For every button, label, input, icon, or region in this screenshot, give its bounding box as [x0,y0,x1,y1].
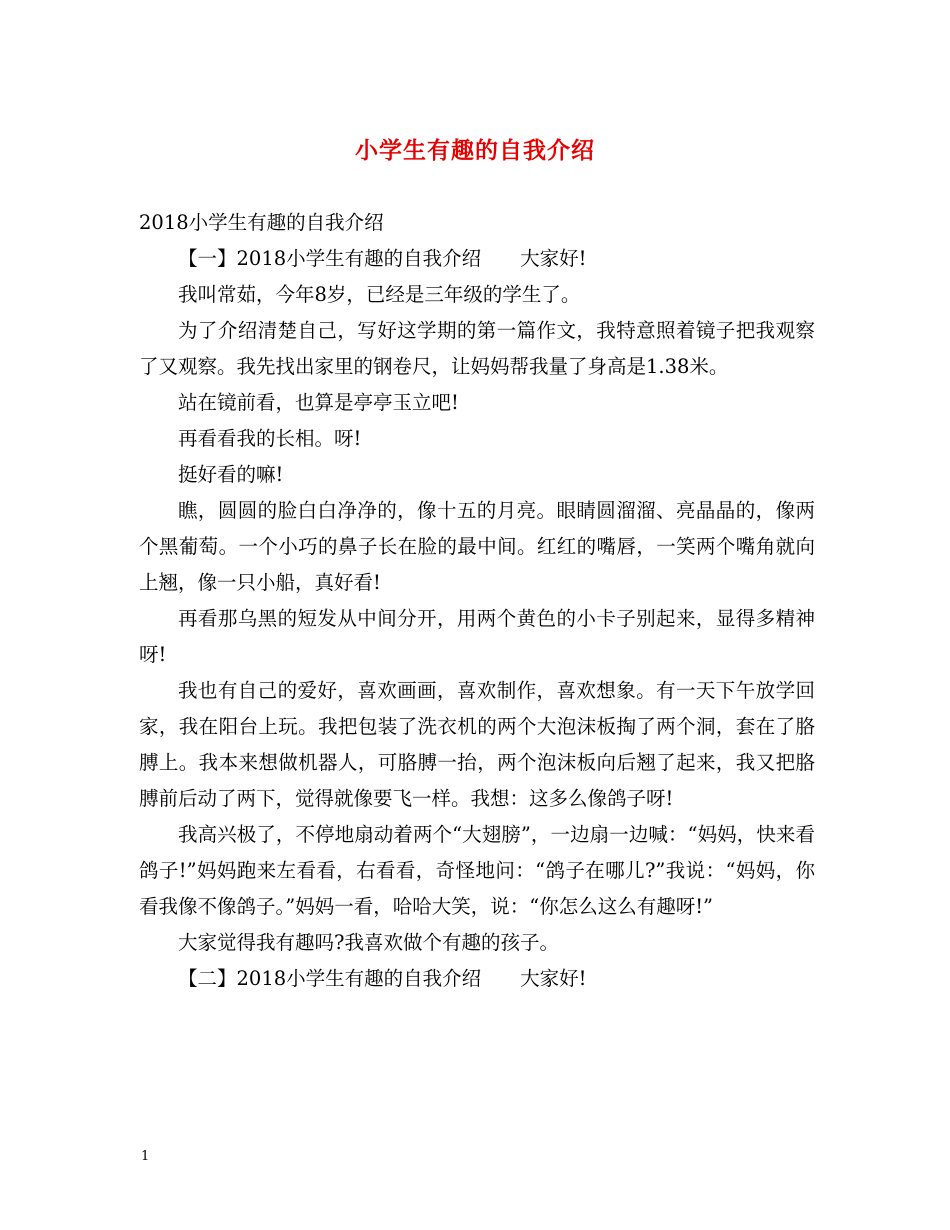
page-number: 1 [141,1149,150,1164]
paragraph: 2018小学生有趣的自我介绍 [139,211,384,234]
paragraph: 我也有自己的爱好，喜欢画画，喜欢制作，喜欢想象。有一天下午放学回家，我在阳台上玩。我把包装了洗衣机的两个大泡沫板掏了两个洞，套在了胳膊上。我本来想做机器人，可胳膊一抬，两个泡沫板向后翘了起来，我又把胳膊前后动了两下，觉得就像要飞一样。我想：这多么像鸽子呀! [139,679,815,810]
paragraph: 瞧，圆圆的脸白白净净的，像十五的月亮。眼睛圆溜溜、亮晶晶的，像两个黑葡萄。一个小巧的鼻子长在脸的最中间。红红的嘴唇，一笑两个嘴角就向上翘，像一只小船，真好看! [139,499,815,594]
document-body [139,205,815,997]
document-title: 小学生有趣的自我介绍 [355,137,595,164]
paragraph: 站在镜前看，也算是亭亭玉立吧! [178,391,459,414]
paragraph: 为了介绍清楚自己，写好这学期的第一篇作文，我特意照着镜子把我观察了又观察。我先找出家里的钢卷尺，让妈妈帮我量了身高是1.38米。 [139,319,815,378]
paragraph: 再看看我的长相。呀! [178,427,362,450]
paragraph: 大家觉得我有趣吗?我喜欢做个有趣的孩子。 [178,931,559,954]
paragraph: 再看那乌黑的短发从中间分开，用两个黄色的小卡子别起来，显得多精神呀! [139,607,815,666]
paragraph: 【二】2018小学生有趣的自我介绍 大家好! [178,967,587,990]
paragraph: 我高兴极了，不停地扇动着两个“大翅膀”，一边扇一边喊：“妈妈，快来看鸽子!”妈妈跑来左看看，右看看，奇怪地问：“鸽子在哪儿?”我说：“妈妈，你看我像不像鸽子。”妈妈一看，哈哈大笑，说：“你怎么这么有趣呀!” [139,823,815,918]
paragraph: 挺好看的嘛! [178,463,284,486]
paragraph: 【一】2018小学生有趣的自我介绍 大家好! [178,247,587,270]
paragraph: 我叫常茹，今年8岁，已经是三年级的学生了。 [178,283,581,306]
